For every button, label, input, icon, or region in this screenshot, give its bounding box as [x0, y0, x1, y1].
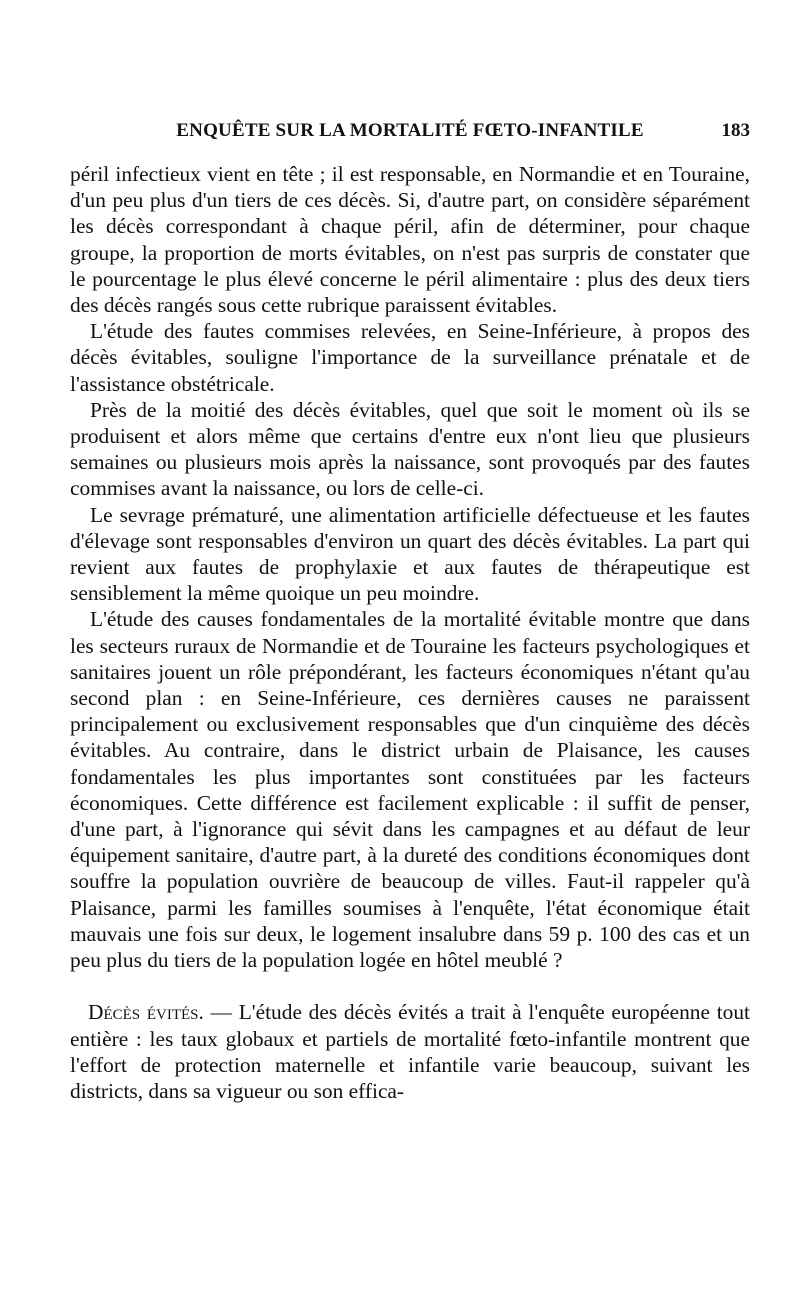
body-text [70, 161, 750, 1104]
running-title: ENQUÊTE SUR LA MORTALITÉ FŒTO-INFANTILE [176, 120, 644, 141]
paragraph: Près de la moitié des décès évitables, quel que soit le moment où ils se produisent et alors même que certains d'entre eux n'ont lieu que plusieurs semaines ou plusieurs mois après la naissance, sont provoqués par des fautes commises avant la naissance, ou lors de celle-ci. [70, 397, 750, 501]
paragraph: L'étude des fautes commises relevées, en Seine-Inférieure, à propos des décès évitables, souligne l'importance de la surveillance prénatale et de l'assistance obstétricale. [70, 319, 750, 396]
page-number: 183 [721, 120, 750, 141]
paragraph: péril infectieux vient en tête ; il est responsable, en Normandie et en Touraine, d'un peu plus d'un tiers de ces décès. Si, d'autre part, on considère séparément les décès correspondant à chaque péril, afin de déterminer, pour chaque groupe, la proportion de morts évitables, on n'est pas surpris de constater que le pourcentage le plus élevé concerne le péril alimentaire : plus des deux tiers des décès rangés sous cette rubrique paraissent évitables. [70, 162, 750, 318]
paragraph: Le sevrage prématuré, une alimentation artificielle défectueuse et les fautes d'élevage sont responsables d'environ un quart des décès évitables. La part qui revient aux fautes de prophylaxie et aux fautes de thérapeutique est sensiblement la même quoique un peu moindre. [70, 502, 750, 606]
paragraph: L'étude des causes fondamentales de la mortalité évitable montre que dans les secteurs ruraux de Normandie et de Touraine les facteurs psychologiques et sanitaires jouent un rôle prépondérant, les facteurs économiques n'étant qu'au second plan : en Seine-Inférieure, ces dernières causes ne paraissent principalement ou exclusivement responsables que d'un cinquième des décès évitables. Au contraire, dans le district urbain de Plaisance, les causes fondamentales les plus importantes sont constituées par les facteurs économiques. Cette différence est facilement explicable : il suffit de penser, d'une part, à l'ignorance qui sévit dans les campagnes et au défaut de leur équipement sanitaire, d'autre part, à la dureté des conditions économiques dont souffre la population ouvrière de beaucoup de villes. Faut-il rappeler qu'à Plaisance, parmi les familles soumises à l'enquête, l'état économique était mauvais une fois sur deux, le logement insalubre dans 59 p. 100 des cas et un peu plus du tiers de la population logée en hôtel meublé ? [70, 607, 750, 973]
section-text: — L'étude des décès évités a trait à l'enquête européenne tout entière : les taux globaux et partiels de mortalité fœto-infantile montrent que l'effort de protection maternelle et infantile varie beaucoup, suivant les districts, dans sa vigueur ou son effica- [70, 1000, 750, 1103]
section-heading: Décès évités. [88, 1000, 204, 1025]
section-paragraph [70, 999, 750, 1104]
page-header [70, 120, 750, 150]
